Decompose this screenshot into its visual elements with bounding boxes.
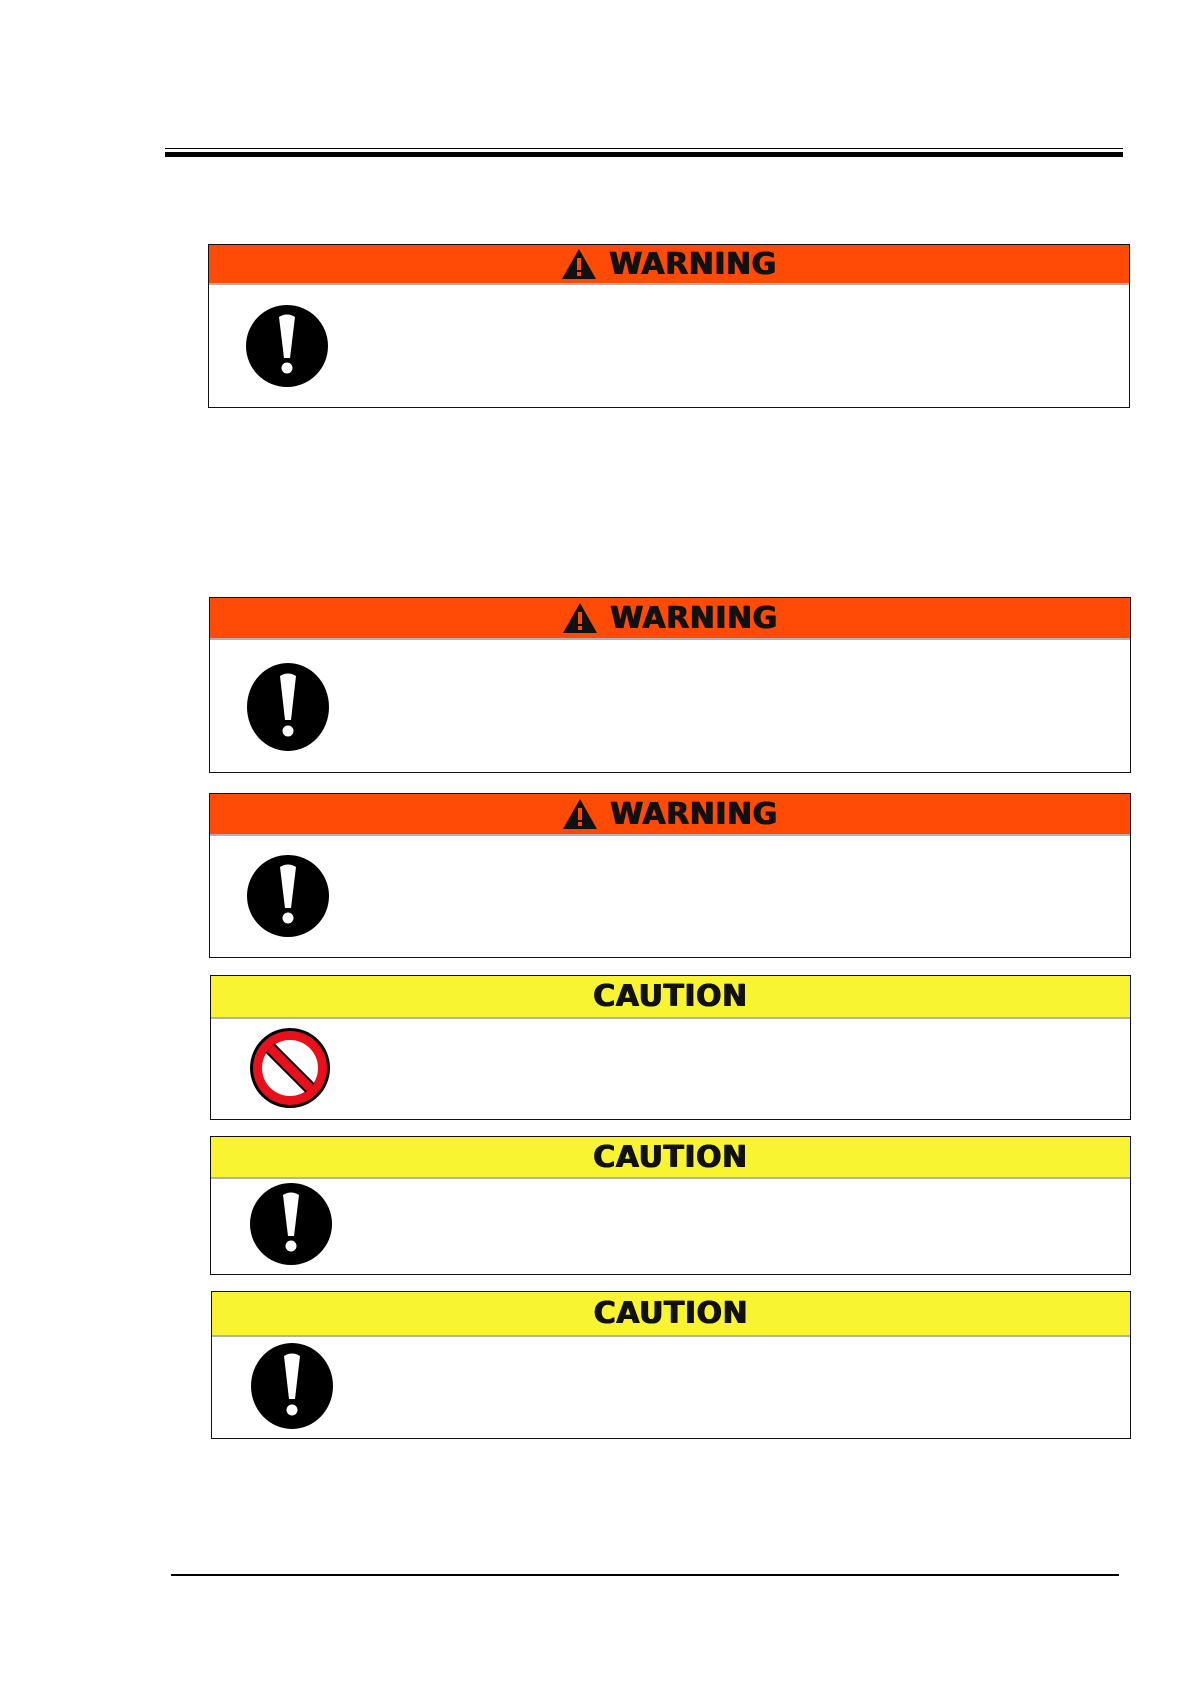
warning-triangle-icon — [561, 248, 597, 280]
warning-header — [210, 794, 1130, 836]
warning-notice — [209, 597, 1131, 773]
notice-label: CAUTION — [593, 979, 748, 1014]
warning-notice — [208, 244, 1130, 408]
caution-notice — [210, 1136, 1131, 1275]
notice-label: WARNING — [610, 600, 778, 636]
caution-header — [211, 1137, 1130, 1179]
warning-notice — [209, 793, 1131, 958]
warning-header — [210, 598, 1130, 640]
header-rule-thick — [165, 152, 1123, 157]
mandatory-exclamation-icon — [250, 1342, 334, 1430]
warning-triangle-icon — [562, 798, 598, 830]
header-rule-thin — [165, 148, 1123, 149]
warning-triangle-icon — [562, 602, 598, 634]
caution-header — [212, 1292, 1130, 1337]
prohibition-icon — [248, 1026, 332, 1110]
footer-rule — [171, 1574, 1119, 1576]
caution-notice — [211, 1291, 1131, 1439]
caution-notice — [210, 975, 1131, 1120]
mandatory-exclamation-icon — [249, 1182, 333, 1266]
mandatory-exclamation-icon — [246, 854, 330, 938]
mandatory-exclamation-icon — [245, 304, 329, 388]
mandatory-exclamation-icon — [246, 662, 330, 752]
notice-label: WARNING — [609, 246, 777, 282]
caution-header — [211, 976, 1130, 1019]
notice-label: CAUTION — [593, 1139, 748, 1175]
notice-label: CAUTION — [593, 1296, 749, 1331]
notice-label: WARNING — [610, 796, 778, 832]
warning-header — [209, 245, 1129, 285]
